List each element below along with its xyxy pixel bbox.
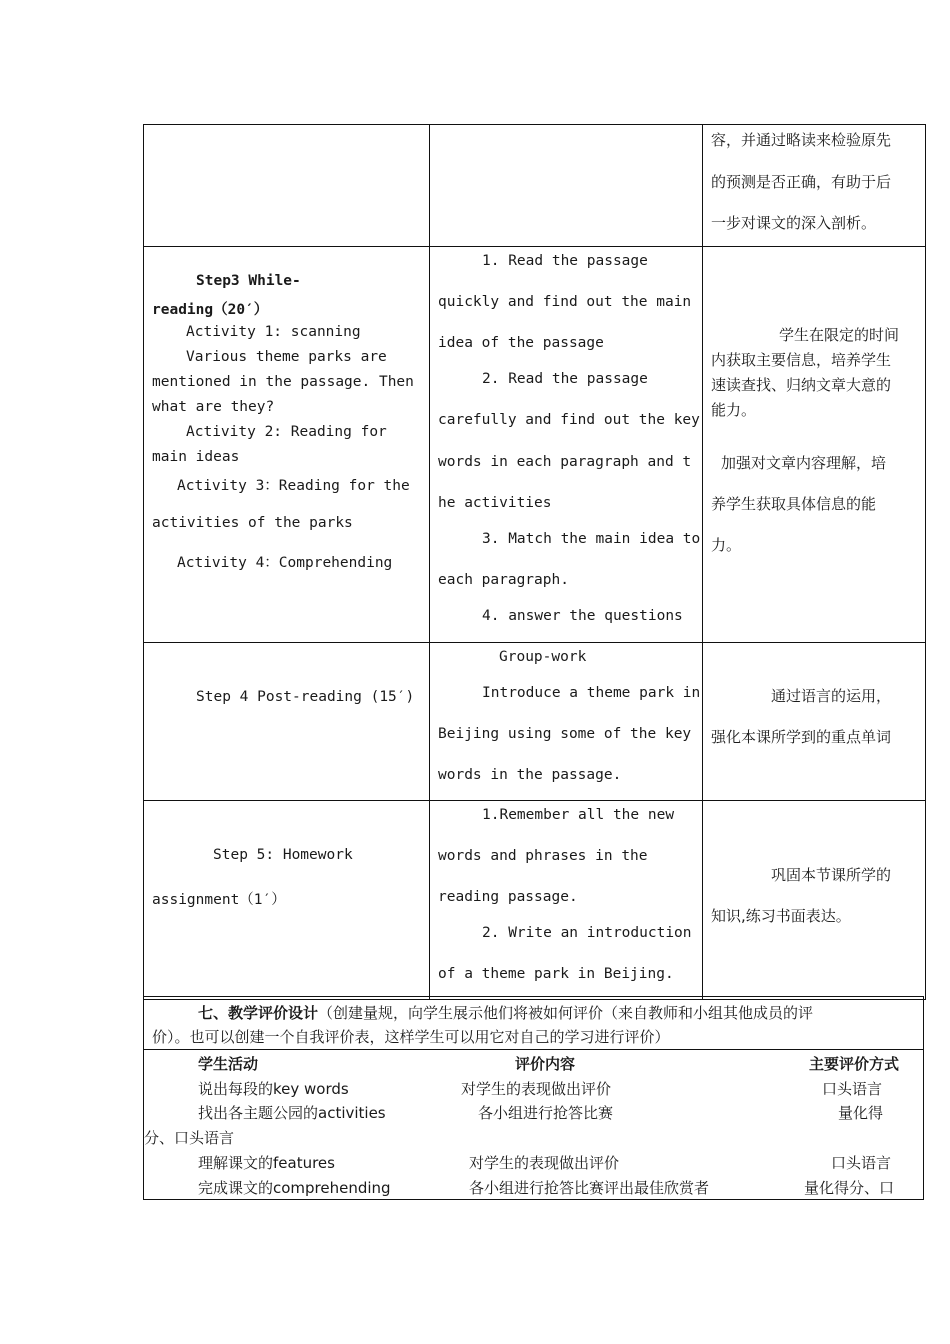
purpose-line: 内获取主要信息，培养学生 [711,351,892,369]
row4-purpose-cell [703,801,926,1000]
task-line: idea of the passage [438,335,604,351]
task-line: Beijing using some of the key [438,726,692,742]
task-line: 3. Match the main idea to [482,531,701,547]
task-line: 1. Read the passage [482,253,648,269]
purpose-line: 加强对文章内容理解，培 [721,454,887,472]
row1-activity-cell [144,125,430,247]
row3-purpose-cell [703,643,926,801]
activity-line: Activity 3：Reading for the [177,478,410,494]
eval-activity: 找出各主题公园的activities [198,1104,386,1122]
eval-content: 对学生的表现做出评价 [469,1154,620,1172]
table-row [144,801,926,1000]
step-title: Step 4 Post-reading (15′) [196,689,415,705]
eval-method: 量化得 [838,1104,884,1122]
eval-activity: 理解课文的features [198,1154,335,1172]
evaluation-heading [198,1002,813,1023]
lesson-plan-table [143,124,926,1000]
task-line: words and phrases in the [438,848,648,864]
task-line: Group-work [499,649,587,665]
purpose-line: 一步对课文的深入剖析。 [711,214,877,232]
evaluation-heading-cont: 价）。也可以创建一个自我评价表，这样学生可以用它对自己的学习进行评价） [152,1028,670,1046]
row2-task-cell [430,247,703,643]
purpose-line: 学生在限定的时间 [779,326,900,344]
row4-activity-cell [144,801,430,1000]
purpose-line: 强化本课所学到的重点单词 [711,728,892,746]
row1-purpose-cell [703,125,926,247]
task-line: quickly and find out the main [438,294,692,310]
eval-method: 量化得分、口 [804,1179,895,1197]
evaluation-heading-title: 七、教学评价设计 [198,1004,319,1022]
eval-activity: 说出每段的key words [198,1080,349,1098]
row3-activity-cell [144,643,430,801]
table-row [144,643,926,801]
row4-task-cell [430,801,703,1000]
activity-line: main ideas [152,449,240,465]
purpose-line: 养学生获取具体信息的能 [711,495,877,513]
purpose-line: 通过语言的运用， [771,687,892,705]
header-evaluation-content: 评价内容 [515,1055,576,1073]
evaluation-table [143,1049,924,1200]
task-line: 1.Remember all the new [482,807,675,823]
eval-activity: 完成课文的comprehending [198,1179,391,1197]
step-title: Step 5: Homework [213,847,353,863]
step-title: assignment（1′） [152,892,286,908]
task-line: carefully and find out the key [438,412,700,428]
eval-method: 口头语言 [831,1154,892,1172]
task-line: each paragraph. [438,572,569,588]
purpose-line: 能力。 [711,401,757,419]
activity-line: Activity 2: Reading for [186,424,387,440]
activity-line: Activity 1: scanning [186,324,361,340]
row2-purpose-cell [703,247,926,643]
eval-content: 对学生的表现做出评价 [461,1080,612,1098]
task-line: reading passage. [438,889,578,905]
table-row [144,125,926,247]
activity-line: mentioned in the passage. Then [152,374,414,390]
purpose-line: 力。 [711,536,742,554]
activity-line: Activity 4：Comprehending [177,555,393,571]
purpose-line: 巩固本节课所学的 [771,866,892,884]
purpose-line: 知识,练习书面表达。 [711,907,851,925]
purpose-line: 的预测是否正确，有助于后 [711,173,892,191]
step-title: reading（20′） [152,302,269,318]
header-student-activity: 学生活动 [198,1055,259,1073]
eval-activity: 分、口头语言 [144,1129,235,1147]
step-title: Step3 While- [196,273,301,289]
task-line: words in each paragraph and t [438,454,692,470]
eval-method: 口头语言 [822,1080,883,1098]
task-line: of a theme park in Beijing. [438,966,674,982]
row3-task-cell [430,643,703,801]
task-line: he activities [438,495,552,511]
evaluation-heading-text: （创建量规，向学生展示他们将被如何评价（来自教师和小组其他成员的评 [318,1004,814,1022]
eval-content: 各小组进行抢答比赛评出最佳欣赏者 [469,1179,710,1197]
eval-content: 各小组进行抢答比赛 [478,1104,614,1122]
task-line: 2. Write an introduction [482,925,692,941]
purpose-line: 速读查找、归纳文章大意的 [711,376,892,394]
task-line: 4. answer the questions [482,608,683,624]
row1-task-cell [430,125,703,247]
purpose-line: 容，并通过略读来检验原先 [711,131,892,149]
table-row [144,247,926,643]
activity-line: activities of the parks [152,515,353,531]
task-line: words in the passage. [438,767,622,783]
activity-line: Various theme parks are [186,349,387,365]
task-line: Introduce a theme park in [482,685,701,701]
activity-line: what are they? [152,399,275,415]
task-line: 2. Read the passage [482,371,648,387]
header-evaluation-method: 主要评价方式 [809,1055,900,1073]
row2-activity-cell [144,247,430,643]
evaluation-heading-box [143,996,924,1050]
